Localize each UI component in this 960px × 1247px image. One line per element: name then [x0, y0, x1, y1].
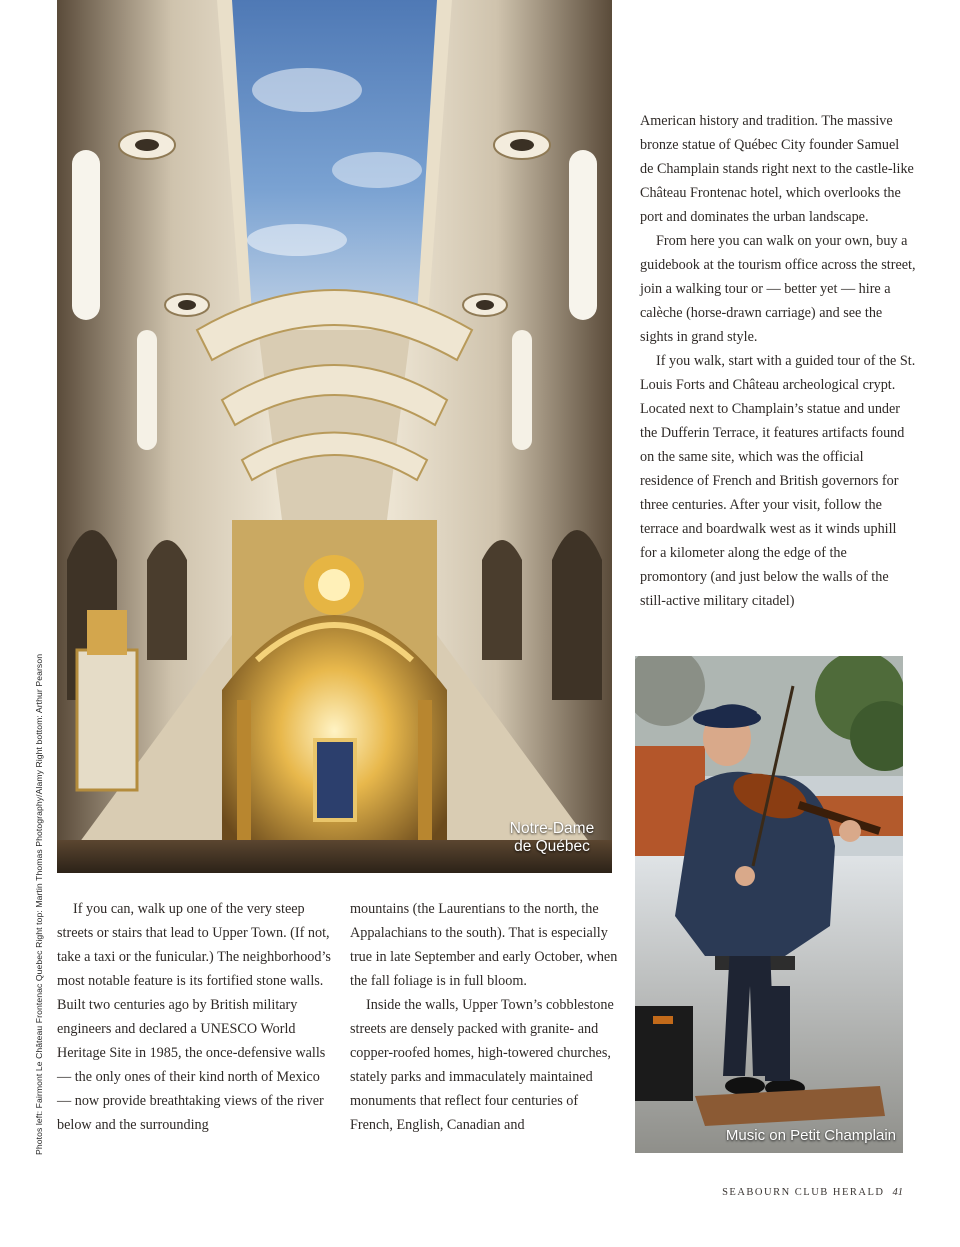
fiddler-photo: [635, 656, 903, 1153]
photo-credit: Photos left: Fairmont Le Château Frontenac Quebec Right top: Martin Thomas Photography/Alamy Right bottom: Arthur Pearson: [34, 653, 44, 1155]
cathedral-caption-line1: Notre-Dame: [509, 820, 595, 837]
article-paragraph: If you walk, start with a guided tour of the St. Louis Forts and Château archeological crypt. Located next to Champlain’s statue and under the Dufferin Terrace, it features artifacts found on the same site, which was the official residence of French and British governors for three centuries. After your visit, follow the terrace and boardwalk west as it winds uphill for a kilometer along the edge of the promontory (and just below the walls of the still-active military citadel): [640, 353, 916, 609]
publication-name: SEABOURN CLUB HERALD: [722, 1187, 885, 1198]
article-paragraph: If you can, walk up one of the very steep streets or stairs that lead to Upper Town. (If not, take a taxi or the funicular.) The neighborhood’s most notable feature is its fortified stone walls. Built two centuries ago by British military engineers and declared a UNESCO World Heritage Site in 1985, the once-defensive walls — the only ones of their kind north of Mexico — now provide breathtaking views of the river below and the surrounding: [57, 901, 331, 1133]
cathedral-caption: [498, 820, 606, 856]
cathedral-caption-line2: de Québec: [514, 838, 590, 855]
cathedral-illustration: [57, 0, 612, 873]
page-number: 41: [892, 1187, 903, 1198]
fiddler-illustration: [635, 656, 903, 1153]
article-paragraph: Inside the walls, Upper Town’s cobblestone streets are densely packed with granite- and copper-roofed homes, high-towered churches, stately parks and immaculately maintained monuments that reflect four centuries of French, English, Canadian and: [350, 997, 614, 1133]
article-paragraph: From here you can walk on your own, buy a guidebook at the tourism office across the street, join a walking tour or — better yet — hire a calèche (horse-drawn carriage) and see the sights in grand style.: [640, 233, 916, 345]
page-footer: [722, 1187, 903, 1198]
article-paragraph: American history and tradition. The massive bronze statue of Québec City founder Samuel de Champlain stands right next to the castle-like Château Frontenac hotel, which overlooks the port and dominates the urban landscape.: [640, 113, 914, 225]
article-column-middle: [350, 897, 618, 1137]
cathedral-photo: [57, 0, 612, 873]
fiddler-caption: Music on Petit Champlain: [725, 1127, 896, 1144]
article-paragraph: mountains (the Laurentians to the north, the Appalachians to the south). That is especially true in late September and early October, when the fall foliage is in full bloom.: [350, 901, 618, 989]
article-column-right: [640, 109, 916, 613]
article-column-left: [57, 897, 332, 1137]
